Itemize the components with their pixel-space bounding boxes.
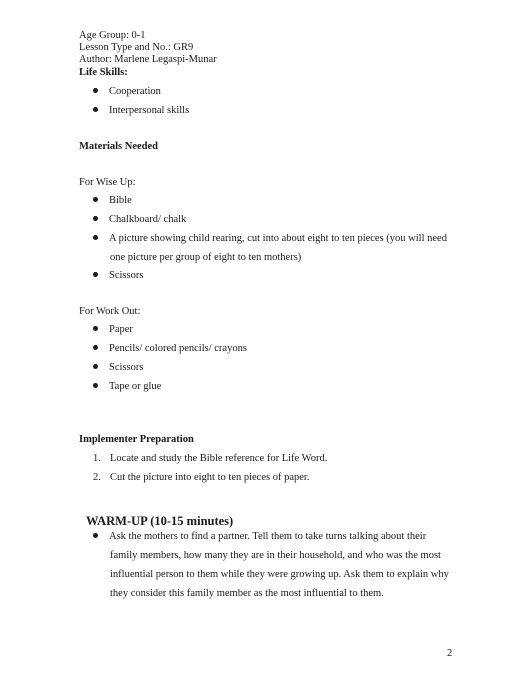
list-item: Pencils/ colored pencils/ crayons [93, 343, 247, 355]
work-out-label: For Work Out: [79, 306, 141, 317]
bullet-icon [93, 107, 98, 112]
list-item: Interpersonal skills [93, 105, 189, 117]
warm-up-heading: WARM-UP (10-15 minutes) [86, 514, 234, 528]
list-item: Cooperation [93, 86, 161, 98]
bullet-icon [93, 272, 98, 277]
list-item-continuation: family members, how many they are in their household, and who was the most [110, 550, 441, 561]
list-item-continuation: influential person to them while they were growing up. Ask them to explain why [110, 569, 449, 580]
list-item: Chalkboard/ chalk [93, 214, 186, 226]
materials-heading: Materials Needed [79, 141, 159, 152]
page-number: 2 [447, 648, 453, 659]
bullet-icon [93, 383, 98, 388]
list-item: Scissors [93, 270, 143, 282]
lesson-type: Lesson Type and No.: GR9 [79, 42, 194, 53]
list-item: A picture showing child rearing, cut into about eight to ten pieces (you will need [93, 233, 447, 245]
bullet-icon [93, 533, 98, 538]
bullet-icon [93, 326, 98, 331]
author: Author: Marlene Legaspi-Munar [79, 54, 217, 65]
life-skills-heading: Life Skills: [79, 67, 128, 78]
numbered-item: 1. Locate and study the Bible reference for Life Word. [93, 453, 328, 464]
preparation-heading: Implementer Preparation [79, 434, 194, 445]
list-item: Bible [93, 195, 132, 207]
list-item: Tape or glue [93, 381, 161, 393]
list-item: Scissors [93, 362, 143, 374]
numbered-item: 2. Cut the picture into eight to ten pieces of paper. [93, 472, 310, 483]
list-item-continuation: they consider this family member as the most influential to them. [110, 588, 384, 599]
bullet-icon [93, 216, 98, 221]
bullet-icon [93, 364, 98, 369]
list-item-continuation: one picture per group of eight to ten mothers) [110, 252, 302, 263]
bullet-icon [93, 88, 98, 93]
bullet-icon [93, 235, 98, 240]
bullet-icon [93, 345, 98, 350]
age-group: Age Group: 0-1 [79, 30, 146, 41]
wise-up-label: For Wise Up: [79, 177, 136, 188]
list-item: Ask the mothers to find a partner. Tell them to take turns talking about their [93, 531, 426, 543]
bullet-icon [93, 197, 98, 202]
list-item: Paper [93, 324, 133, 336]
